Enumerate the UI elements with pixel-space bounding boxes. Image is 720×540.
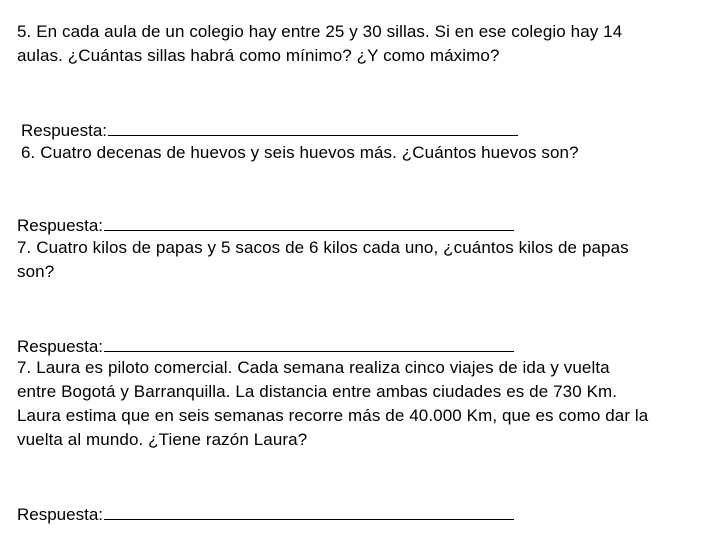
problem-5-line-1: 5. En cada aula de un colegio hay entre 25 y 30 sillas. Si en ese colegio hay 14 — [17, 22, 623, 41]
answer-blank[interactable] — [104, 335, 514, 352]
problem-6-line-1: 6. Cuatro decenas de huevos y seis huevos más. ¿Cuántos huevos son? — [21, 143, 579, 162]
answer-line-3[interactable] — [17, 335, 514, 357]
problem-7b-line-3: Laura estima que en seis semanas recorre más de 40.000 Km, que es como dar la — [17, 406, 649, 425]
problem-5-line-2: aulas. ¿Cuántas sillas habrá como mínimo? ¿Y como máximo? — [17, 46, 500, 65]
answer-label: Respuesta: — [21, 121, 107, 140]
answer-line-2[interactable] — [17, 214, 514, 236]
problem-7b-line-2: entre Bogotá y Barranquilla. La distancia entre ambas ciudades es de 730 Km. — [17, 382, 618, 401]
answer-blank[interactable] — [104, 214, 514, 231]
answer-label: Respuesta: — [17, 505, 103, 524]
problem-7b-line-1: 7. Laura es piloto comercial. Cada semana realiza cinco viajes de ida y vuelta — [17, 358, 610, 377]
answer-label: Respuesta: — [17, 216, 103, 235]
answer-blank[interactable] — [108, 119, 518, 136]
answer-blank[interactable] — [104, 503, 514, 520]
problem-7a-line-1: 7. Cuatro kilos de papas y 5 sacos de 6 kilos cada uno, ¿cuántos kilos de papas — [17, 238, 629, 257]
answer-line-1[interactable] — [21, 119, 518, 141]
problem-7b-line-4: vuelta al mundo. ¿Tiene razón Laura? — [17, 430, 308, 449]
problem-7a-line-2: son? — [17, 262, 55, 281]
answer-line-4[interactable] — [17, 503, 514, 525]
answer-label: Respuesta: — [17, 337, 103, 356]
